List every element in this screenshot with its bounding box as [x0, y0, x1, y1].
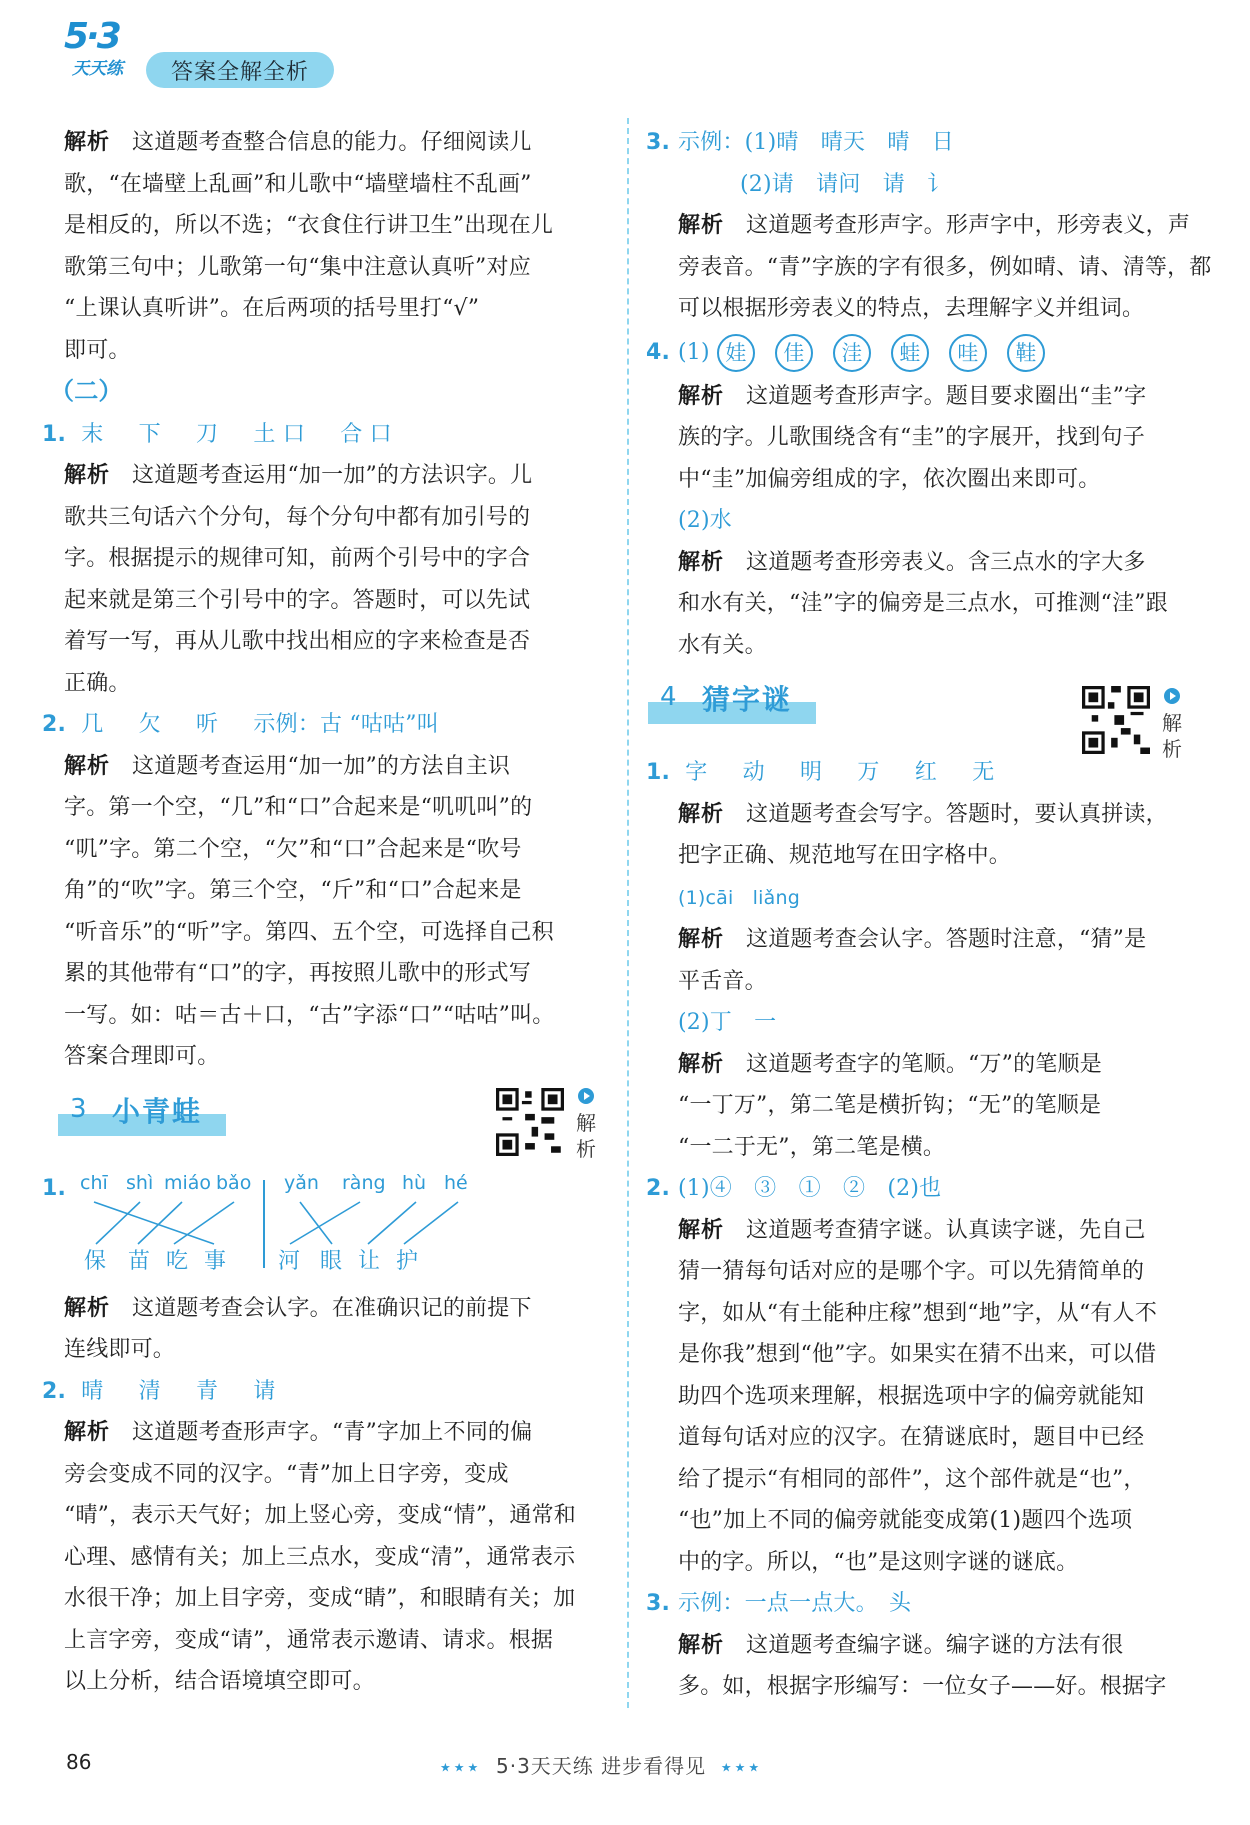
- text-line: 可以根据形旁表义的特点，去理解字义并组词。: [678, 296, 1145, 321]
- play-icon: [1164, 688, 1180, 704]
- text-line: 一写。如：咕＝古＋口，“古”字添“口”“咕咕”叫。: [64, 1002, 555, 1028]
- lesson4-q1-answer: 1. 字 动 明 万 红 无: [646, 760, 995, 785]
- circled-char: 娃: [717, 334, 755, 372]
- analysis-label: 解析: [678, 801, 725, 827]
- hanzi: 事: [204, 1248, 227, 1274]
- question-1-analysis: 解析 这道题考查运用“加一加”的方法识字。儿: [64, 463, 533, 488]
- text-line: 水有关。: [678, 632, 767, 658]
- text-line: 起来就是第三个引号中的字。答题时，可以先试: [64, 587, 531, 613]
- analysis-label: 解析: [678, 1051, 725, 1077]
- circled-char: 佳: [775, 334, 813, 372]
- text-line: 正确。: [64, 670, 131, 696]
- footer-slogan: ★★★ 5·3天天练 进步看得见 ★★★: [440, 1754, 763, 1778]
- pinyin: hé: [444, 1171, 468, 1194]
- analysis-label: 解析: [678, 213, 725, 238]
- text-line: 歌第三句中；儿歌第一句“集中注意认真听”对应: [64, 254, 531, 280]
- qr-code-icon[interactable]: [1082, 686, 1150, 754]
- text-line: 族的字。儿歌围绕含有“圭”的字展开，找到句子: [678, 425, 1145, 450]
- hanzi: 让: [358, 1248, 381, 1274]
- text-line: 中“圭”加偏旁组成的字，依次圈出来即可。: [678, 466, 1101, 492]
- lesson-3-heading: 3 小青蛙: [60, 1086, 612, 1150]
- text-line: “叽”字。第二个空，“欠”和“口”合起来是“吹号: [64, 836, 522, 862]
- analysis-label: 解析: [64, 753, 111, 779]
- text-line: “也”加上不同的偏旁就能变成第(1)题四个选项: [678, 1508, 1133, 1533]
- pinyin: chī: [80, 1171, 108, 1194]
- text-line: 字。根据提示的规律可知，前两个引号中的字合: [64, 546, 531, 571]
- lesson-title: 猜字谜: [702, 683, 793, 716]
- question-1-answer: 1. 末 下 刀 土 口 合 口: [42, 421, 392, 447]
- text-line: 是相反的，所以不选；“衣食住行讲卫生”出现在儿: [64, 213, 554, 238]
- lesson-title: 小青蛙: [112, 1094, 203, 1128]
- text-line: 是你我”想到“他”字。如果实在猜不出来，可以借: [678, 1342, 1157, 1367]
- part-two-heading: （二）: [50, 377, 123, 405]
- analysis-label: 解析: [678, 927, 725, 952]
- qr-caption: 解析: [576, 1111, 596, 1161]
- pinyin: hù: [402, 1171, 427, 1194]
- text-line: “听音乐”的“听”字。第四、五个空，可选择自己积: [64, 919, 554, 945]
- star-icon: ★★★: [720, 1760, 763, 1775]
- text-line: 平舌音。: [678, 968, 767, 994]
- text-line: 旁表音。“青”字族的字有很多，例如晴、请、清等，都: [678, 254, 1212, 280]
- analysis-label: 解析: [64, 1295, 111, 1321]
- header-label: 答案全解全析: [146, 52, 334, 88]
- text-line: 歌共三句话六个分句，每个分句中都有加引号的: [64, 504, 531, 530]
- analysis-label: 解析: [678, 383, 725, 409]
- left-column: [42, 122, 612, 1703]
- play-icon: [578, 1088, 594, 1104]
- text-line: 字。第一个空，“几”和“口”合起来是“叽叽叫”的: [64, 795, 533, 820]
- analysis-label: 解析: [64, 130, 111, 155]
- logo-subtitle: 天天练: [72, 59, 123, 79]
- analysis-label: 解析: [64, 1420, 111, 1445]
- lesson-4-heading: 4 猜字谜: [650, 674, 1195, 738]
- text-line: 以上分析，结合语境填空即可。: [64, 1669, 375, 1694]
- brand-logo: [62, 16, 142, 82]
- text-line: 旁会变成不同的汉字。“青”加上日字旁，变成: [64, 1461, 509, 1487]
- circled-char: 洼: [833, 334, 871, 372]
- q4-answer: 4. (1) 娃 佳 洼 蛙 哇 鞋: [646, 330, 1195, 376]
- lesson3-q1-analysis: 解析 这道题考查会认字。在准确识记的前提下: [64, 1295, 532, 1321]
- text-line: 答案合理即可。: [64, 1044, 220, 1069]
- text-line: 助四个选项来理解，根据选项中字的偏旁就能知: [678, 1383, 1145, 1409]
- lesson4-q1-analysis-c: 解析 这道题考查字的笔顺。“万”的笔顺是: [678, 1051, 1102, 1077]
- lesson4-q1-sub2: (2)丁 一: [678, 1010, 777, 1035]
- analysis-label: 解析: [64, 463, 111, 488]
- lesson4-q3-answer: 3. 示例：一点一点大。 头: [646, 1591, 912, 1616]
- analysis-label: 解析: [678, 1217, 725, 1243]
- lesson4-q2-analysis: 解析 这道题考查猜字谜。认真读字谜，先自己: [678, 1217, 1146, 1243]
- q4-analysis-2: 解析 这道题考查形旁表义。含三点水的字大多: [678, 549, 1146, 575]
- text-line: “一丁万”，第二笔是横折钩；“无”的笔顺是: [678, 1093, 1102, 1118]
- text-line: 歌，“在墙壁上乱画”和儿歌中“墙壁墙柱不乱画”: [64, 171, 532, 197]
- q3-answer-row1: 3. 示例：(1)晴 晴天 晴 日: [646, 130, 954, 155]
- pinyin: miáo: [164, 1171, 212, 1194]
- text-line: 和水有关，“洼”字的偏旁是三点水，可推测“洼”跟: [678, 591, 1168, 616]
- lesson3-q1-label: 1.: [42, 1175, 67, 1201]
- lesson3-q2-answer: 2. 晴 清 青 请: [42, 1378, 276, 1404]
- text-line: 累的其他带有“口”的字，再按照儿歌中的形式写: [64, 961, 531, 986]
- text-line: “一二于无”，第二笔是横。: [678, 1134, 946, 1160]
- text-line: 中的字。所以，“也”是这则字谜的谜底。: [678, 1549, 1079, 1575]
- text-line: 道每句话对应的汉字。在猜谜底时，题目中已经: [678, 1425, 1145, 1450]
- intro-analysis: 解析 这道题考查整合信息的能力。仔细阅读儿: [64, 130, 532, 155]
- hanzi: 眼: [320, 1248, 343, 1274]
- hanzi: 苗: [128, 1248, 151, 1274]
- lesson4-q2-answer: 2. (1)④ ③ ① ② (2)也: [646, 1176, 942, 1201]
- pinyin-matching: [64, 1172, 612, 1282]
- text-line: “晴”，表示天气好；加上竖心旁，变成“情”，通常和: [64, 1503, 576, 1528]
- hanzi: 河: [278, 1248, 301, 1274]
- hanzi: 吃: [166, 1248, 189, 1274]
- hanzi: 保: [84, 1248, 107, 1274]
- page-number: 86: [66, 1750, 92, 1774]
- lesson4-q1-sub1: (1)cāi liǎng: [678, 886, 800, 909]
- pinyin: bǎo: [216, 1171, 252, 1194]
- q4-sub2: (2)水: [678, 508, 732, 533]
- text-line: 心理、感情有关；加上三点水，变成“清”，通常表示: [64, 1544, 576, 1570]
- lesson4-q1-analysis-b: 解析 这道题考查会认字。答题时注意，“猜”是: [678, 927, 1147, 952]
- text-line: 给了提示“有相同的部件”，这个部件就是“也”，: [678, 1466, 1146, 1492]
- text-line: 即可。: [64, 337, 131, 363]
- qr-code-icon[interactable]: [496, 1088, 564, 1156]
- star-icon: ★★★: [440, 1760, 482, 1775]
- analysis-label: 解析: [678, 549, 725, 575]
- q4-analysis: 解析 这道题考查形声字。题目要求圈出“圭”字: [678, 383, 1147, 409]
- text-line: 上言字旁，变成“请”，通常表示邀请、请求。根据: [64, 1627, 554, 1653]
- lesson3-q2-analysis: 解析 这道题考查形声字。“青”字加上不同的偏: [64, 1420, 533, 1445]
- pinyin: shì: [126, 1171, 154, 1194]
- question-2-analysis: 解析 这道题考查运用“加一加”的方法自主识: [64, 753, 511, 779]
- pinyin: ràng: [342, 1171, 386, 1194]
- text-line: “上课认真听讲”。在后两项的括号里打“√”: [64, 296, 480, 321]
- text-line: 连线即可。: [64, 1337, 176, 1362]
- matching-lines: [64, 1172, 484, 1282]
- hanzi: 护: [396, 1248, 419, 1274]
- circled-char: 鞋: [1007, 334, 1045, 372]
- text-line: 着写一写，再从儿歌中找出相应的字来检查是否: [64, 629, 531, 654]
- question-2-answer: 2. 几 欠 听 示例：古 “咕咕”叫: [42, 712, 439, 737]
- analysis-label: 解析: [678, 1632, 725, 1658]
- qr-caption: 解析: [1162, 711, 1182, 761]
- text-line: 水很干净；加上目字旁，变成“睛”，和眼睛有关；加: [64, 1586, 576, 1611]
- text-line: 字，如从“有土能种庄稼”想到“地”字，从“有人不: [678, 1300, 1158, 1326]
- lesson4-q1-analysis: 解析 这道题考查会写字。答题时，要认真拼读，: [678, 801, 1168, 827]
- lesson4-q3-analysis: 解析 这道题考查编字谜。编字谜的方法有很: [678, 1632, 1124, 1658]
- q3-answer-row2: (2)请 请问 请 讠: [740, 171, 950, 197]
- logo-mark: 5·3: [64, 16, 119, 57]
- column-divider: [627, 118, 629, 1708]
- text-line: 把字正确、规范地写在田字格中。: [678, 843, 1012, 868]
- q3-analysis: 解析 这道题考查形声字。形声字中，形旁表义，声: [678, 213, 1191, 238]
- text-line: 角”的“吹”字。第三个空，“斤”和“口”合起来是: [64, 878, 522, 903]
- circled-char: 哇: [949, 334, 987, 372]
- right-column: [646, 122, 1212, 1708]
- pinyin: yǎn: [284, 1171, 319, 1194]
- text-line: 猜一猜每句话对应的是哪个字。可以先猜简单的: [678, 1259, 1145, 1284]
- text-line: 多。如，根据字形编写：一位女子——好。根据字: [678, 1674, 1167, 1699]
- circled-char: 蛙: [891, 334, 929, 372]
